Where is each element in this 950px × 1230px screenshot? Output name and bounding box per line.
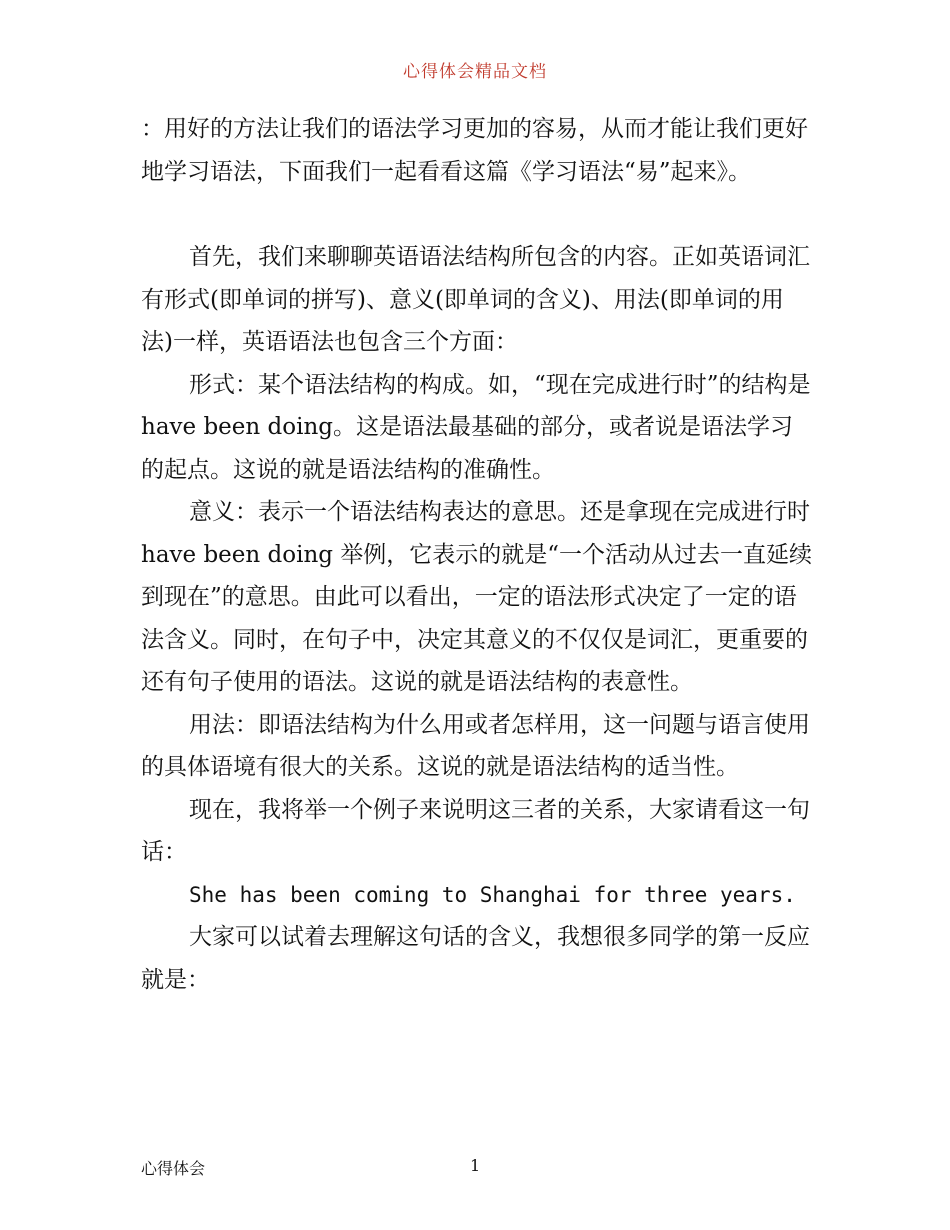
paragraph-grammar-overview: 首先，我们来聊聊英语语法结构所包含的内容。正如英语词汇有形式(即单词的拼写)、意义(即单词的含义)、用法(即单词的用法)一样，英语语法也包含三个方面： (141, 244, 810, 355)
page-header-title: 心得体会精品文档 (403, 62, 547, 82)
paragraph-form: 形式：某个语法结构的构成。如，“现在完成进行时”的结构是have been doing。这是语法最基础的部分，或者说是语法学习的起点。这说的就是语法结构的准确性。 (141, 371, 811, 483)
document-body (141, 108, 813, 1001)
paragraph-example-intro: 现在，我将举一个例子来说明这三者的关系，大家请看这一句话： (141, 796, 810, 865)
paragraph-usage: 用法：即语法结构为什么用或者怎样用，这一问题与语言使用的具体语境有很大的关系。这说的就是语法结构的适当性。 (141, 711, 810, 780)
paragraph-spacer (141, 193, 813, 236)
page-number: 1 (470, 1156, 481, 1175)
paragraph-reaction: 大家可以试着去理解这句话的含义，我想很多同学的第一反应就是： (141, 924, 810, 993)
example-sentence: She has been coming to Shanghai for three years. (189, 882, 796, 907)
paragraph-meaning: 意义：表示一个语法结构表达的意思。还是拿现在完成进行时have been doing 举例，它表示的就是“一个活动从过去一直延续到现在”的意思。由此可以看出，一定的语法形式决定了一定的语法含义。同时，在句子中，决定其意义的不仅仅是词汇，更重要的还有句子使用的语法。这说的就是语法结构的表意性。 (141, 499, 813, 695)
footer-label: 心得体会 (141, 1159, 206, 1178)
paragraph-intro: ：用好的方法让我们的语法学习更加的容易，从而才能让我们更好地学习语法，下面我们一起看看这篇《学习语法“易”起来》。 (141, 116, 808, 185)
